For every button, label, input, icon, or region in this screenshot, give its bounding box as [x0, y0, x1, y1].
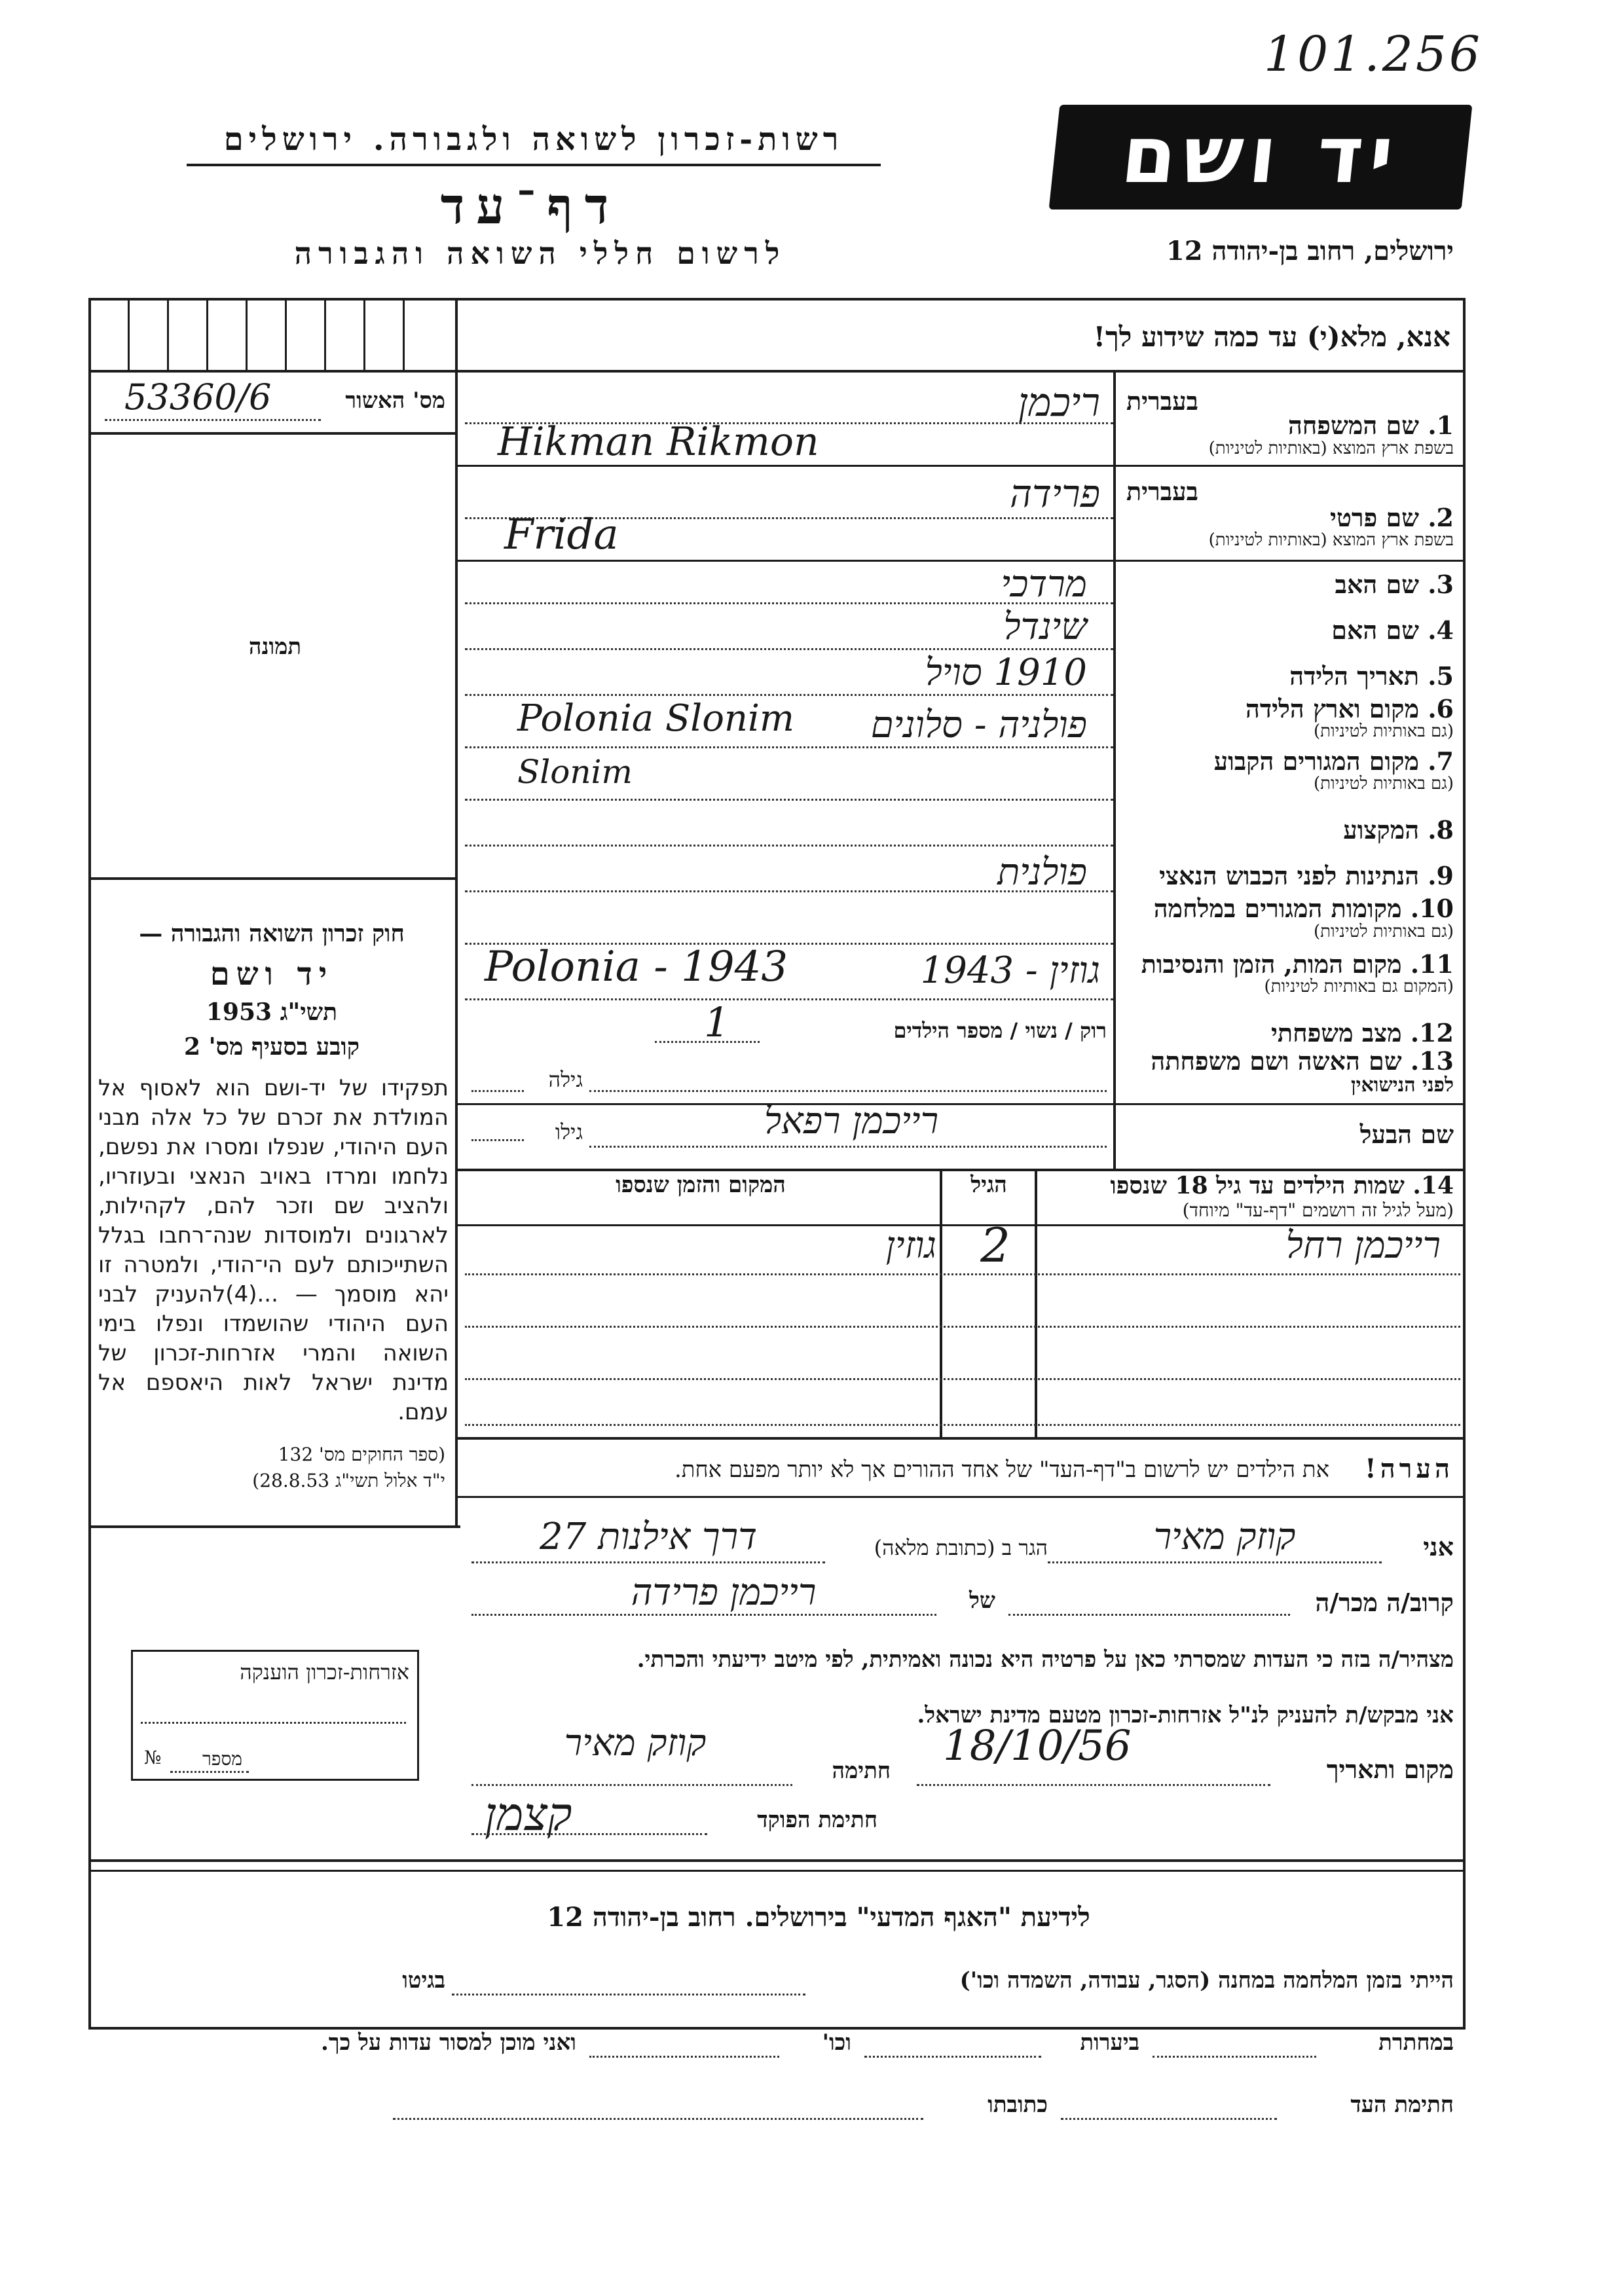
field-12-value: 1 [704, 998, 730, 1046]
husband-value: רייכמן רפאל [764, 1100, 939, 1142]
declarant-address: דרך אילנות 27 [540, 1516, 757, 1558]
field-2-value-lat: Frida [504, 511, 619, 559]
ghetto-label: בגיטו [402, 1967, 445, 1994]
field-1-value-lat: Hikman Rikmon [498, 419, 819, 465]
child-1-name: רייכמן רחל [1285, 1224, 1441, 1267]
children-label: 14. שמות הילדים עד גיל 18 שנספו [1110, 1172, 1454, 1199]
field-12-status-options: רוק / נשוי / מספר הילדים [893, 1018, 1107, 1043]
field-6-sub: (גם באותיות לטיניות) [1313, 721, 1454, 741]
field-11-sub: (המקום גם באותיות לטיניות) [1264, 977, 1454, 996]
field-9-label: 9. הנתינות לפני הכבוש הנאצי [1159, 861, 1454, 890]
citizenship-no: № [144, 1747, 162, 1768]
witness-address-label: כתובתו [987, 2092, 1048, 2118]
declarant-residing-label: הגר ב (כתובת מלאה) [874, 1535, 1048, 1560]
husband-age-label: גילו [555, 1120, 583, 1144]
field-2-value-heb: פרידה [1009, 471, 1100, 516]
children-place-header: המקום והזמן שנספו [616, 1172, 786, 1198]
field-7-sub: (גם באותיות לטיניות) [1313, 774, 1454, 793]
field-5-value: 1910 סויל [925, 651, 1087, 694]
form-title: דף־עד [440, 177, 621, 235]
logo-text: יד ושם [1117, 110, 1405, 201]
field-3-value: מרדכי [1001, 563, 1087, 606]
camp-line: הייתי בזמן המלחמה במחנה (הסגר, עבודה, השמדה וכו') [959, 1967, 1454, 1994]
field-4-value: שינדל [1003, 606, 1087, 648]
child-1-place: גוזין [885, 1224, 936, 1267]
request-text: אני מבקש/ת להעניק לנ"ל אזרחות-זכרון מטעם מדינת ישראל. [917, 1702, 1454, 1728]
yad-vashem-logo [1049, 105, 1473, 210]
declarant-signature: קוזק מאיר [564, 1722, 707, 1764]
approval-number: 53360/6 [124, 376, 272, 418]
ready-text: ואני מוכן למסור עדות על כך. [321, 2030, 576, 2056]
logo-address: ירושלים, רחוב בן-יהודה 12 [1166, 236, 1454, 266]
husband-label: שם הבעל [1359, 1120, 1454, 1149]
field-7-label: 7. מקום המגורים הקבוע [1213, 746, 1454, 776]
field-13-age-label: גילה [548, 1067, 583, 1092]
law-reference: (ספר החוקים מס' 132 [278, 1444, 445, 1465]
field-1-sub: בשפת ארץ המוצא (באותיות לטיניות) [1208, 439, 1454, 458]
archive-number: 101.256 [1264, 26, 1483, 82]
field-13-sub: לפני הנישואין [1351, 1074, 1454, 1097]
field-2-sub: בשפת ארץ המוצא (באותיות לטיניות) [1208, 530, 1454, 550]
signature-label: חתימה [832, 1758, 891, 1784]
field-7-value-lat: Slonim [517, 753, 633, 791]
field-1-label: 1. שם המשפחה [1287, 410, 1454, 440]
bottom-title: לידיעת "האגף המדעי" בירושלים. רחוב בן-יהודה 12 [547, 1902, 1090, 1933]
citizenship-box-title: אזרחות-זכרון הוענקה [240, 1660, 409, 1685]
etc-label: וכו' [822, 2030, 851, 2056]
field-12-label: 12. מצב משפחתי [1270, 1018, 1454, 1048]
declaration-text: מצהיר/ה בזה כי העדות שמסרתי כאן על פרטיה היא נכונה ואמיתית, לפי מיטב ידיעתי והכרתי. [637, 1647, 1454, 1673]
field-3-label: 3. שם האב [1335, 570, 1454, 599]
child-1-age: 2 [980, 1218, 1010, 1273]
authority-underline [187, 164, 881, 166]
field-11-label: 11. מקום המות, הזמן והנסיבות [1141, 949, 1454, 979]
declarant-i-label: אני [1423, 1532, 1454, 1561]
field-13-label: 13. שם האשה ושם משפחתה [1151, 1046, 1454, 1076]
photo-label: תמונה [248, 634, 302, 660]
children-sub: (מעל לגיל זה רושמים "דף-עד" מיוחד) [1182, 1199, 1454, 1221]
declarant-name: קוזק מאיר [1153, 1516, 1296, 1558]
children-age-header: הגיל [970, 1172, 1007, 1198]
law-year: תשי"ג 1953 [206, 998, 338, 1026]
note-text: את הילדים יש לרשום ב"דף-העד" של אחד ההורים אך לא יותר מפעם אחת. [674, 1457, 1329, 1483]
sidebar-divider [455, 298, 458, 1525]
law-clause: קובע בסעיף מס' 2 [184, 1033, 360, 1061]
instruction: אנא, מלא(י) עד כמה שידוע לך! [1093, 321, 1450, 353]
field-10-label: 10. מקומות המגורים במלחמה [1153, 894, 1454, 923]
field-2-heb-tag: בעברית [1126, 477, 1198, 506]
field-1-value-heb: ריכמן [1018, 380, 1100, 426]
note-label: הערה! [1365, 1453, 1454, 1484]
officer-label: חתימת הפוקד [757, 1807, 877, 1833]
label-divider [1113, 370, 1116, 1169]
field-6-value-heb: פולניה - סלונים [870, 704, 1087, 746]
place-date-label: מקום ותאריך [1326, 1755, 1454, 1784]
authority-line: רשות-זכרון לשואה ולגבורה. ירושלים [223, 121, 844, 158]
law-title: חוק זכרון השואה והגבורה — [139, 920, 405, 947]
of-label: של [969, 1588, 995, 1614]
underground-label: במחתרת [1378, 2030, 1454, 2056]
citizenship-number-label: מספר [202, 1748, 242, 1770]
field-10-sub: (גם באותיות לטיניות) [1313, 922, 1454, 941]
field-11-value-heb: גוזין - 1943 [920, 949, 1100, 992]
field-6-value-lat: Polonia Slonim [517, 697, 794, 740]
officer-signature: קצמן [485, 1787, 572, 1841]
place-date-value: 18/10/56 [943, 1722, 1132, 1770]
law-date: י"ד אלול תשי"ג 28.8.53) [252, 1470, 445, 1491]
field-6-label: 6. מקום וארץ הלידה [1246, 694, 1454, 723]
forests-label: ביערות [1080, 2030, 1139, 2056]
relative-of: רייכמן פרידה [631, 1571, 817, 1614]
relative-label: קרוב/ה מכר/ה [1315, 1588, 1454, 1617]
law-name: יד ושם [210, 956, 334, 993]
approval-label: מס' האשור [345, 388, 445, 414]
field-8-label: 8. המקצוע [1343, 815, 1454, 845]
field-1-heb-tag: בעברית [1126, 386, 1198, 416]
form-subtitle: לרשום חללי השואה והגבורה [294, 236, 786, 271]
law-text: תפקידו של יד-ושם הוא לאסוף אל המולדת את זכרם של כל אלה מבני העם היהודי, שנפלו ומסרו את נפשם, נלחמו ומרדו באויב הנאצי ובעוזריו, ולהציב שם וזכר להם, לקהילות, לארגונים ולמוסדות שנה־רחבו בגלל השתייכותם לעם הי־הודי, ולמטרה זו יהא מוסמך — ...(4)להעניק לבני העם היהודי שהושמדו ונפלו בימי השואה והמרי אזרחות-זכרון של מדינת ישראל לאות היאספם אל עמם. [98, 1075, 449, 1425]
witness-signature-label: חתימת העד [1350, 2092, 1454, 2118]
field-2-label: 2. שם פרטי [1329, 503, 1454, 532]
field-5-label: 5. תאריך הלידה [1289, 661, 1454, 691]
field-11-value-lat: Polonia - 1943 [485, 943, 788, 991]
field-4-label: 4. שם האם [1331, 615, 1454, 645]
field-9-value: פולנית [997, 851, 1087, 894]
